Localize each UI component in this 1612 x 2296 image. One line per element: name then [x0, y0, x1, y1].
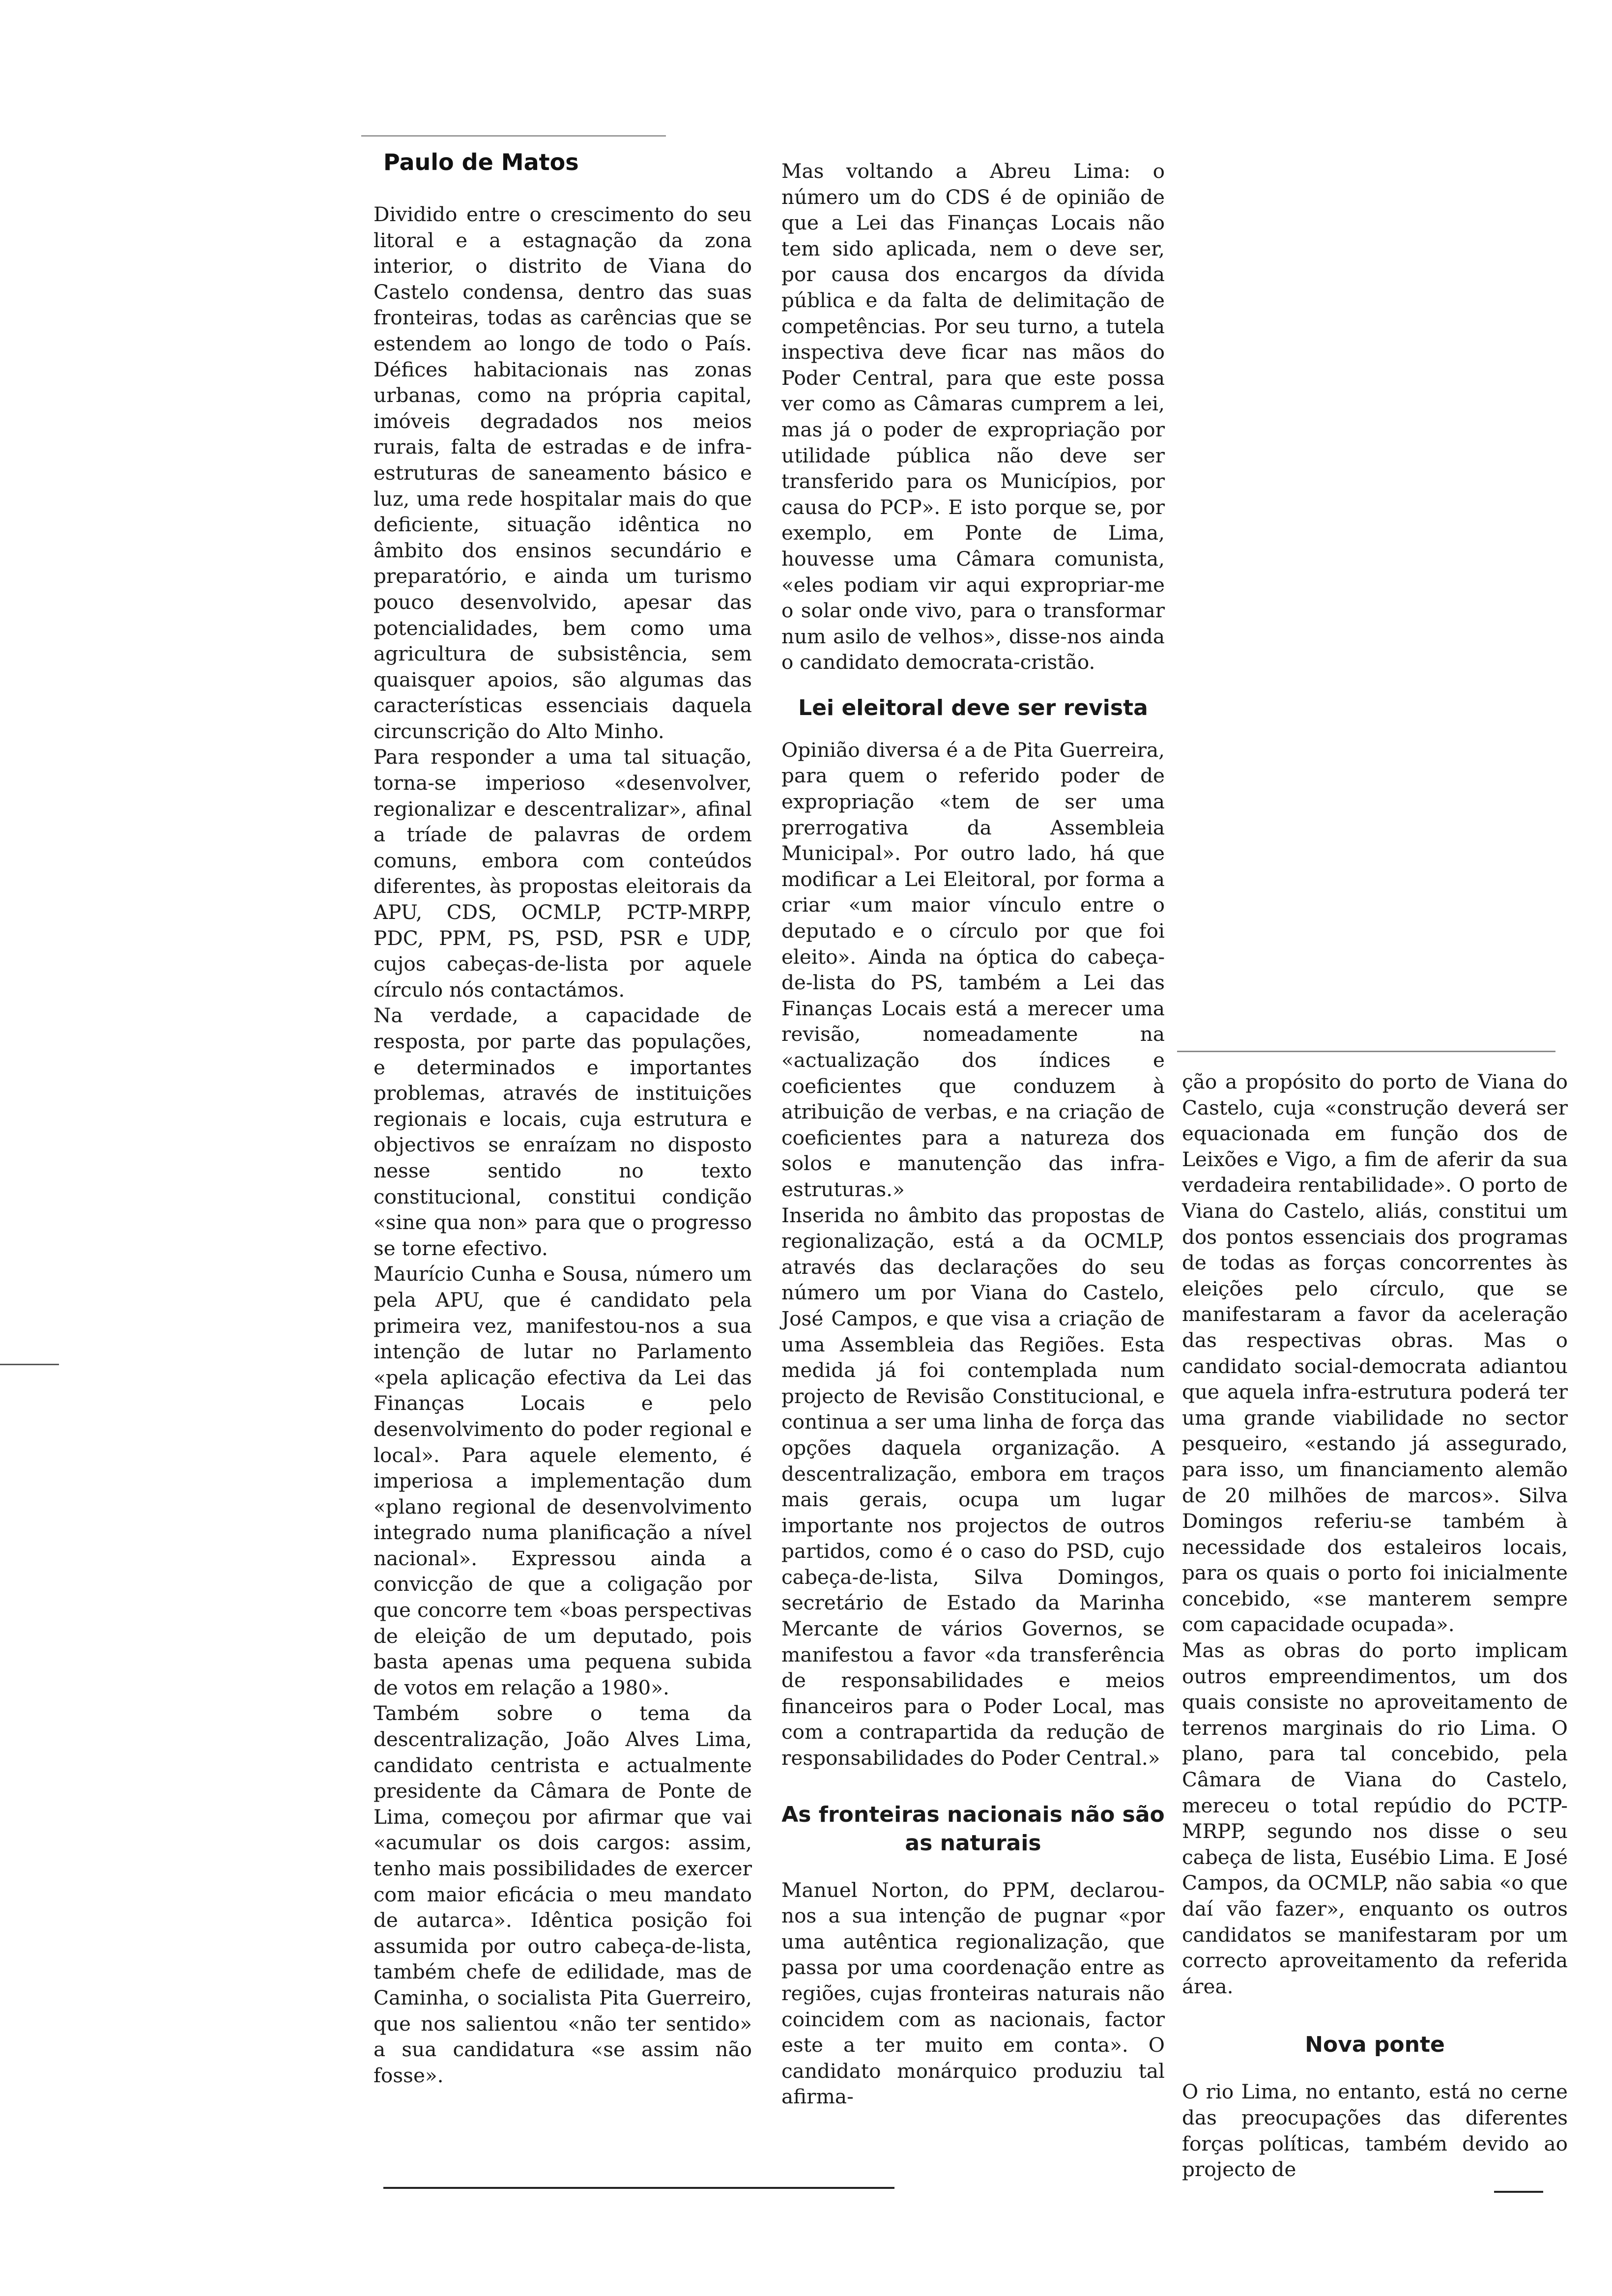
paragraph: Manuel Norton, do PPM, declarou-nos a sua intenção de pugnar «por uma autêntica regionalização, que passa por uma coordenação entre as regiões, cujas fronteiras naturais não coincidem com as nacionais, factor este a ter muito em conta». O candidato monárquico produziu tal afirma- — [781, 1878, 1165, 2109]
scan-edge-mark — [0, 1364, 59, 1365]
paragraph: ção a propósito do porto de Viana do Castelo, cuja «construção deverá ser equacionada em função dos de Leixões e Vigo, a fim de aferir da sua verdadeira rentabilidade». O porto de Viana do Castelo, aliás, constitui um dos pontos essenciais dos programas de todas as forças concorrentes às eleições pelo círculo, que se manifestaram a favor da aceleração das respectivas obras. Mas o candidato social-democrata adiantou que aquela infra-estrutura poderá ter uma grande viabilidade no sector pesqueiro, «estando já assegurado, para isso, um financiamento alemão de 20 milhões de marcos». Silva Domingos referiu-se também à necessidade dos estaleiros locais, para os quais o porto foi inicialmente concebido, «se manterem sempre com capacidade ocupada». — [1182, 1070, 1568, 1636]
subheading-lei-eleitoral: Lei eleitoral deve ser revista — [798, 695, 1148, 720]
paragraph: Mas voltando a Abreu Lima: o número um do CDS é de opinião de que a Lei das Finanças Locais não tem sido aplicada, nem o deve ser, por causa dos encargos da dívida pública e da falta de delimitação de competências. Por seu turno, a tutela inspectiva deve ficar nas mãos do Poder Central, para que este possa ver como as Câmaras cumprem a lei, mas já o poder de expropriação por utilidade pública não deve ser transferido para os Municípios, por causa do PCP». E isto porque se, por exemplo, em Ponte de Lima, houvesse uma Câmara comunista, «eles podiam vir aqui expropriar-me o solar onde vivo, para o transformar num asilo de velhos», disse-nos ainda o candidato democrata-cristão. — [781, 159, 1165, 674]
paragraph: Maurício Cunha e Sousa, número um pela APU, que é candidato pela primeira vez, manifestou-nos a sua intenção de lutar no Parlamento «pela aplicação efectiva da Lei das Finanças Locais e pelo desenvolvimento do poder regional e local». Para aquele elemento, é imperiosa a implementação dum «plano regional de desenvolvimento integrado numa planificação a nível nacional». Expressou ainda a convicção de que a coligação por que concorre tem «boas perspectivas de eleição de um deputado, pois basta apenas uma pequena subida de votos em relação a 1980». — [374, 1262, 752, 1699]
print-speckle-top — [361, 135, 666, 137]
paragraph: Mas as obras do porto implicam outros empreendimentos, um dos quais consiste no aproveitamento de terrenos marginais do rio Lima. O plano, para tal concebido, pela Câmara de Viana do Castelo, mereceu o total repúdio do PCTP-MRPP, segundo nos disse o seu cabeça de lista, Eusébio Lima. E José Campos, da OCMLP, não sabia «o que daí vão fazer», enquanto os outros candidatos se manifestaram por um correcto aproveitamento da referida área. — [1182, 1638, 1568, 1998]
paragraph: Opinião diversa é a de Pita Guerreira, para quem o referido poder de expropriação «tem de ser uma prerrogativa da Assembleia Municipal». Por outro lado, há que modificar a Lei Eleitoral, por forma a criar «um maior vínculo entre o deputado e o círculo por que foi eleito». Ainda na óptica do cabeça-de-lista do PS, também a Lei das Finanças Locais está a merecer uma revisão, nomeadamente na «actualização dos índices e coeficientes que conduzem à atribuição de verbas, e na criação de coeficientes para a natureza dos solos e manutenção das infra-estruturas.» — [781, 738, 1165, 1201]
paragraph: Na verdade, a capacidade de resposta, por parte das populações, e determinados e importantes problemas, através de instituições regionais e locais, cuja estrutura e objectivos se enraízam no disposto nesse sentido no texto constitucional, constitui condição «sine qua non» para que o progresso se torne efectivo. — [374, 1004, 752, 1260]
bottom-rule-right — [1494, 2191, 1543, 2193]
paragraph: Inserida no âmbito das propostas de regionalização, está a da OCMLP, através das declarações do seu número um por Viana do Castelo, José Campos, e que visa a criação de uma Assembleia das Regiões. Esta medida já foi contemplada num projecto de Revisão Constitucional, e continua a ser uma linha de força das opções daquela organização. A descentralização, embora em traços mais gerais, ocupa um lugar importante nos projectos de outros partidos, como é o caso do PSD, cujo cabeça-de-lista, Silva Domingos, secretário de Estado da Marinha Mercante de vários Governos, se manifestou a favor «da transferência de responsabilidades e meios financeiros para o Poder Local, mas com a contrapartida da redução de responsabilidades do Poder Central.» — [781, 1203, 1165, 1770]
column-3 — [1182, 1069, 1568, 2182]
paragraph: O rio Lima, no entanto, está no cerne das preocupações das diferentes forças políticas, também devido ao projecto de — [1182, 2080, 1568, 2181]
paragraph: Para responder a uma tal situação, torna-se imperioso «desenvolver, regionalizar e descentralizar», afinal a tríade de palavras de ordem comuns, embora com conteúdos diferentes, às propostas eleitorais da APU, CDS, OCMLP, PCTP-MRPP, PDC, PPM, PS, PSD, PSR e UDP, cujos cabeças-de-lista por aquele círculo nós contactámos. — [374, 745, 752, 1002]
byline: Paulo de Matos — [383, 149, 579, 175]
column-2 — [781, 158, 1165, 2110]
paragraph: Dividido entre o crescimento do seu litoral e a estagnação da zona interior, o distrito de Viana do Castelo condensa, dentro das suas fronteiras, todas as carências que se estendem ao longo de todo o País. Défices habitacionais nas zonas urbanas, como na própria capital, imóveis degradados nos meios rurais, falta de estradas e de infra-estruturas de saneamento básico e luz, uma rede hospitalar mais do que deficiente, situação idêntica no âmbito dos ensinos secundário e preparatório, e ainda um turismo pouco desenvolvido, apesar das potencialidades, bem como uma agricultura de subsistência, sem quaisquer apoios, são algumas das características essenciais daquela circunscrição do Alto Minho. — [374, 202, 752, 743]
paragraph: Também sobre o tema da descentralização, João Alves Lima, candidato centrista e actualmente presidente da Câmara de Ponte de Lima, começou por afirmar que vai «acumular os dois cargos: assim, tenho mais possibilidades de exercer com maior eficácia o meu mandato de autarca». Idêntica posição foi assumida por outro cabeça-de-lista, também chefe de edilidade, mas de Caminha, o socialista Pita Guerreiro, que nos salientou «não ter sentido» a sua candidatura «se assim não fosse». — [374, 1701, 752, 2087]
subheading-nova-ponte: Nova ponte — [1305, 2032, 1445, 2058]
print-speckle-column-3 — [1177, 1051, 1555, 1052]
column-1 — [374, 201, 752, 2088]
subheading-fronteiras: As fronteiras nacionais não são as naturais — [781, 1802, 1165, 1856]
bottom-rule — [383, 2187, 894, 2189]
